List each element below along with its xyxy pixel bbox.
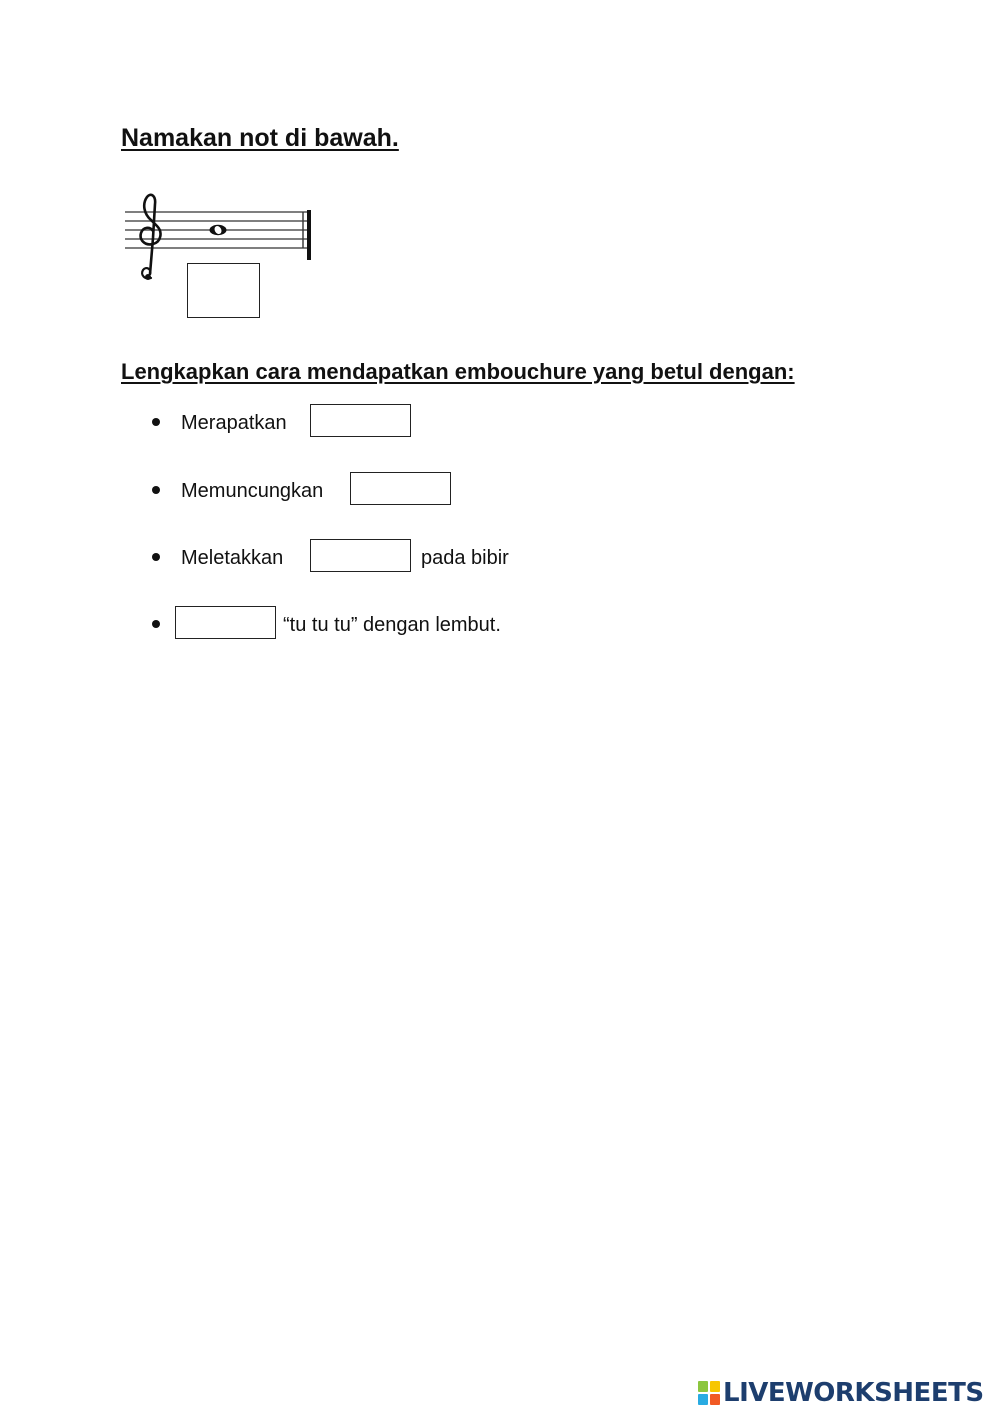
liveworksheets-logo (698, 1376, 984, 1410)
list-item (150, 472, 850, 504)
bullet-icon (152, 620, 160, 628)
embouchure-answer-1[interactable] (310, 404, 411, 437)
list-item (150, 404, 850, 436)
embouchure-answer-3[interactable] (310, 539, 411, 572)
liveworksheets-mark-icon (698, 1381, 720, 1405)
list-item (150, 606, 850, 638)
section-title-embouchure: Lengkapkan cara mendapatkan embouchure yang betul dengan: (121, 359, 795, 384)
embouchure-answer-2[interactable] (350, 472, 451, 505)
item-text-before: Meletakkan (181, 547, 284, 569)
treble-clef-icon (141, 195, 161, 280)
logo-text: LIVEWORKSHEETS (723, 1378, 984, 1408)
note-answer-box[interactable] (187, 263, 260, 318)
bullet-icon (152, 553, 160, 561)
item-text-after: “tu tu tu” dengan lembut. (283, 614, 501, 636)
item-text-before: Merapatkan (181, 412, 287, 434)
embouchure-answer-4[interactable] (175, 606, 276, 639)
item-text-before: Memuncungkan (181, 480, 324, 502)
section-title-name-note: Namakan not di bawah. (121, 124, 399, 152)
bullet-icon (152, 418, 160, 426)
list-item (150, 539, 850, 571)
whole-note-icon (210, 225, 227, 235)
item-text-after: pada bibir (421, 547, 509, 569)
bullet-icon (152, 486, 160, 494)
